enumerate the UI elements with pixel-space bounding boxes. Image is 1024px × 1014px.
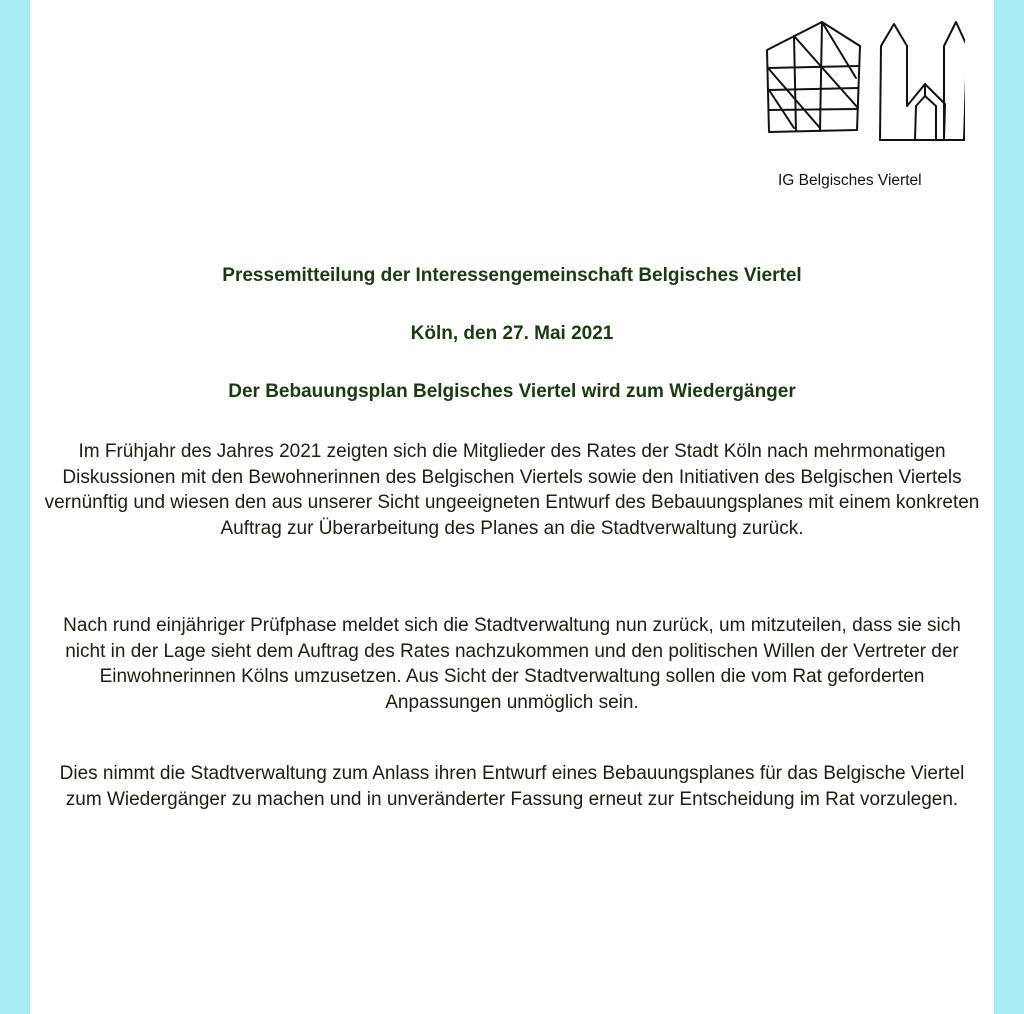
headline: Der Bebauungsplan Belgisches Viertel wird zum Wiedergänger [228,381,796,402]
press-release-title: Pressemitteilung der Interessengemeinschaft Belgisches Viertel [222,265,802,286]
document-page [30,0,994,1014]
ig-logo-drawing [760,18,965,148]
house-drawing [767,22,860,132]
date-line: Köln, den 27. Mai 2021 [410,323,614,344]
paragraph-1: Im Frühjahr des Jahres 2021 zeigten sich die Mitglieder des Rates der Stadt Köln nach mehrmonatigen Diskussionen mit den Bewohnerinnen des Belgischen Viertels sowie den Initiativen des Belgischen Viertels vernünftig und wiesen den aus unserer Sicht ungeeigneten Entwurf des Bebauungsplanes mit einem konkreten Auftrag zur Überarbeitung des Planes an die Stadtverwaltung zurück. [44,441,980,539]
org-name-label: IG Belgisches Viertel [778,172,922,189]
paragraph-3: Dies nimmt die Stadtverwaltung zum Anlass ihren Entwurf eines Bebauungsplanes für das Belgische Viertel zum Wiedergänger zu machen und in unveränderter Fassung erneut zur Entscheidung im Rat vorzulegen. [59,763,965,810]
paragraph-2: Nach rund einjähriger Prüfphase meldet sich die Stadtverwaltung nun zurück, um mitzuteilen, dass sie sich nicht in der Lage sieht dem Auftrag des Rates nachzukommen und den politischen Willen der Vertreter der Einwohnerinnen Kölns umzusetzen. Aus Sicht der Stadtverwaltung sollen die vom Rat geforderten Anpassungen unmöglich sein. [63,615,961,713]
cathedral-drawing [880,22,965,140]
